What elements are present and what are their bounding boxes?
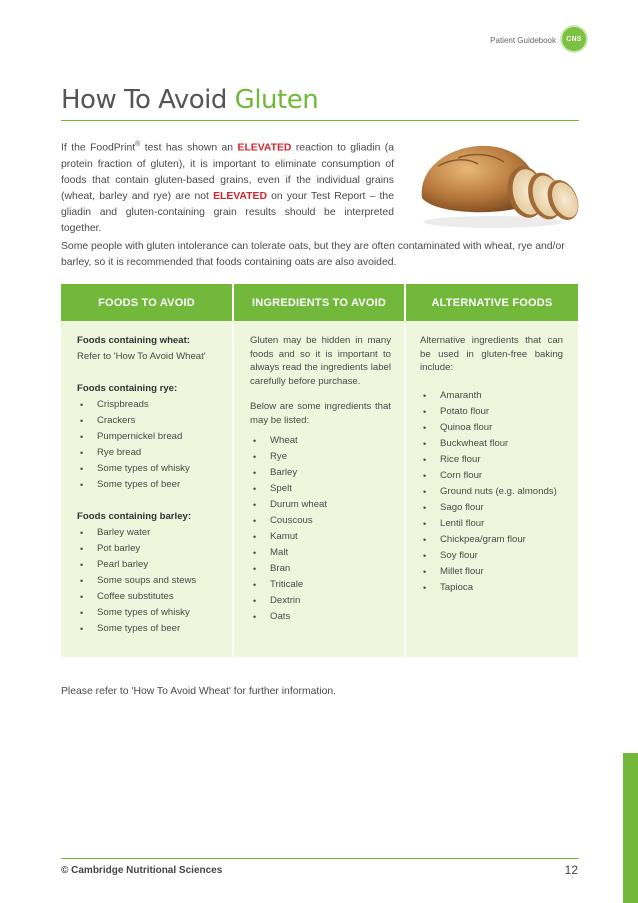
elevated-label-2: ELEVATED [213,191,267,203]
column-separator [404,321,406,657]
list-item: • Barley water [77,525,227,541]
list-item: • Spelt [250,481,391,497]
page-title [61,85,318,115]
footer-divider [61,858,579,859]
header-ingredients-to-avoid: INGREDIENTS TO AVOID [234,284,404,321]
header-separator [404,284,406,321]
ingredients-column [250,334,391,625]
list-item: • Crispbreads [77,397,227,413]
list-item: • Some types of beer [77,477,227,493]
list-item: • Chickpea/gram flour [420,532,563,548]
list-item: • Crackers [77,413,227,429]
list-item: • Rye [250,449,391,465]
list-item: • Quinoa flour [420,420,563,436]
intro-text-2: test has shown an [140,142,238,154]
list-item: • Pumpernickel bread [77,429,227,445]
list-item: • Bran [250,561,391,577]
list-item: • Some types of whisky [77,461,227,477]
list-item: • Some types of beer [77,621,227,637]
elevated-label-1: ELEVATED [237,142,292,154]
rye-list [77,397,227,493]
list-item: • Some types of whisky [77,605,227,621]
wheat-title: Foods containing wheat: [77,335,190,346]
list-item: • Dextrin [250,593,391,609]
intro-text-1: If the FoodPrint [61,142,136,154]
list-item: • Potato flour [420,404,563,420]
list-item: • Amaranth [420,388,563,404]
wheat-reference: Refer to 'How To Avoid Wheat' [77,351,206,362]
list-item: • Pot barley [77,541,227,557]
ingredients-list [250,433,391,625]
list-item: • Wheat [250,433,391,449]
list-item: • Barley [250,465,391,481]
intro-text-3: reaction to gliadin (a protein fraction of gluten), it is important to eliminate consumption of foods that contain gluten-based grains, even if the individual grains (wheat, barley and rye) are not [61,142,395,203]
list-item: • Coffee substitutes [77,589,227,605]
intro-paragraph [61,137,394,238]
list-item: • Malt [250,545,391,561]
intro-text-4: on your Test Report – the gliadin and gluten-containing grain results should be interpreted together. [61,191,394,235]
list-item: • Couscous [250,513,391,529]
copyright: © Cambridge Nutritional Sciences [61,865,223,876]
rye-title: Foods containing rye: [77,383,178,394]
list-item: • Millet flour [420,564,563,580]
header-foods-to-avoid: FOODS TO AVOID [61,284,232,321]
barley-title: Foods containing barley: [77,511,192,522]
further-info-note: Please refer to 'How To Avoid Wheat' for further information. [61,686,337,697]
alternatives-column [420,334,563,596]
list-item: • Ground nuts (e.g. almonds) [420,484,563,500]
list-item: • Some soups and stews [77,573,227,589]
list-item: • Tapioca [420,580,563,596]
alternatives-list [420,388,563,596]
list-item: • Buckwheat flour [420,436,563,452]
list-item: • Durum wheat [250,497,391,513]
ingredients-intro-2: Below are some ingredients that may be listed: [250,401,391,426]
list-item: • Corn flour [420,468,563,484]
list-item: • Rye bread [77,445,227,461]
gluten-table [61,284,578,657]
list-item: • Pearl barley [77,557,227,573]
alternatives-intro: Alternative ingredients that can be used in gluten-free baking include: [420,335,563,374]
ingredients-intro: Gluten may be hidden in many foods and so it is important to always read the ingredients label carefully before purchase. [250,335,391,387]
list-item: • Soy flour [420,548,563,564]
bread-image [408,136,583,231]
header-label: Patient Guidebook [490,36,556,45]
title-divider [61,120,579,121]
list-item: • Sago flour [420,500,563,516]
list-item: • Rice flour [420,452,563,468]
cns-logo [562,27,586,51]
side-accent-bar [623,753,638,903]
foods-column [77,333,227,637]
logo-text: CNS [566,35,582,43]
page-number: 12 [564,863,578,877]
list-item: • Kamut [250,529,391,545]
header-separator [232,284,234,321]
list-item: • Triticale [250,577,391,593]
title-part2: Gluten [234,85,319,115]
header-alternative-foods: ALTERNATIVE FOODS [406,284,578,321]
oats-paragraph: Some people with gluten intolerance can tolerate oats, but they are often contaminated with wheat, rye and/or barley, so it is recommended that foods containing oats are also avoided. [61,241,565,268]
barley-list [77,525,227,637]
registered-mark: ® [135,141,141,148]
list-item: • Lentil flour [420,516,563,532]
title-part1: How To Avoid [61,85,235,115]
column-separator [232,321,234,657]
list-item: • Oats [250,609,391,625]
